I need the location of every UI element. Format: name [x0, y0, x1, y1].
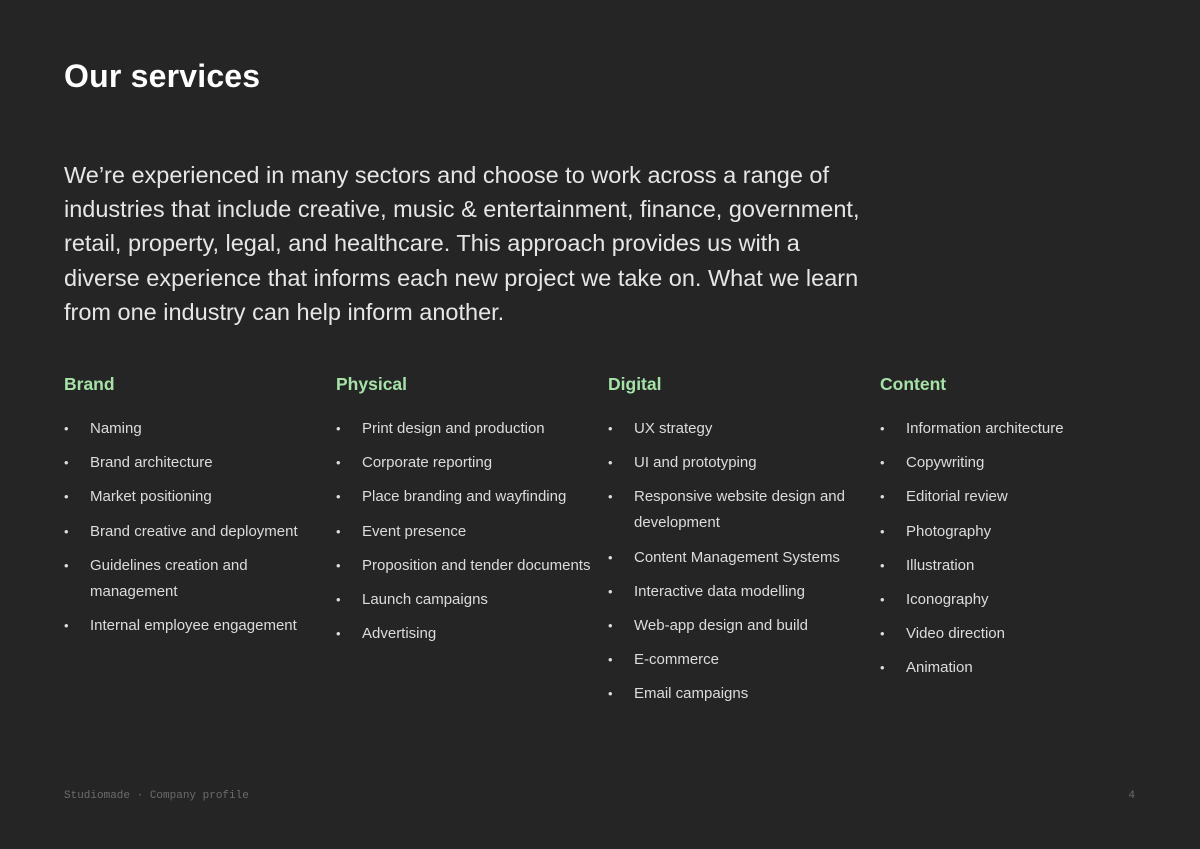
- service-item-label: Video direction: [906, 625, 1005, 643]
- service-item: [880, 621, 1142, 647]
- bullet-icon: •: [608, 455, 613, 471]
- service-item: [64, 519, 326, 545]
- services-column-brand: [64, 370, 326, 647]
- services-columns: [64, 370, 1144, 730]
- service-item: [336, 587, 598, 613]
- bullet-icon: •: [64, 523, 69, 539]
- service-item: [336, 450, 598, 476]
- bullet-icon: •: [608, 421, 613, 436]
- service-item-label: Internal employee engagement: [90, 616, 297, 634]
- service-item-label: Photography: [906, 522, 992, 540]
- bullet-icon: •: [880, 660, 885, 676]
- service-item-label: Corporate reporting: [362, 454, 493, 472]
- service-item-label: UI and prototyping: [634, 454, 757, 472]
- service-item: [64, 484, 326, 510]
- bullet-icon: •: [64, 421, 69, 436]
- services-column-physical: [336, 370, 598, 655]
- column-heading-physical: Physical: [336, 374, 408, 394]
- service-item-label: Editorial review: [906, 488, 1008, 506]
- service-item-label: Event presence: [362, 522, 467, 540]
- service-item-label: Market positioning: [90, 488, 212, 506]
- service-item: [608, 579, 870, 605]
- service-item-label: Advertising: [362, 625, 437, 643]
- service-item: [880, 655, 1142, 681]
- service-item: [64, 613, 326, 639]
- service-item-label: Animation: [906, 659, 973, 677]
- service-item-label: Interactive data modelling: [634, 582, 805, 600]
- service-item-label: Brand creative and deployment: [90, 522, 298, 540]
- service-item: [608, 681, 870, 707]
- bullet-icon: •: [336, 591, 341, 607]
- bullet-icon: •: [64, 455, 69, 471]
- service-item-label: Place branding and wayfinding: [362, 488, 567, 506]
- service-item: [608, 545, 870, 571]
- intro-paragraph: We’re experienced in many sectors and choose to work across a range of industries that include creative, music & entertainment, finance, government, retail, property, legal, and healthcare. This approach provides us with a diverse experience that informs each new project we take on. What we learn from one industry can help inform another.: [64, 162, 860, 325]
- service-item: [336, 519, 598, 545]
- service-item-label: Naming: [90, 420, 142, 437]
- bullet-icon: •: [880, 557, 885, 573]
- bullet-icon: •: [880, 421, 885, 436]
- service-item: [880, 587, 1142, 613]
- column-heading-content: Content: [880, 374, 947, 394]
- bullet-icon: •: [336, 421, 341, 436]
- service-item-label: Guidelines creation and management: [90, 556, 248, 600]
- service-item-label: Responsive website design and development: [634, 488, 845, 532]
- service-item: [64, 553, 326, 605]
- bullet-icon: •: [336, 523, 341, 539]
- service-item-label: Web-app design and build: [634, 616, 809, 634]
- bullet-icon: •: [64, 617, 69, 633]
- service-item: [880, 484, 1142, 510]
- service-item: [608, 450, 870, 476]
- bullet-icon: •: [336, 557, 341, 573]
- service-item-label: Brand architecture: [90, 454, 213, 472]
- service-item-label: Proposition and tender documents: [362, 556, 591, 574]
- service-item: [880, 450, 1142, 476]
- services-column-content: [880, 370, 1142, 690]
- service-item-label: Iconography: [906, 590, 989, 608]
- service-item: [880, 553, 1142, 579]
- bullet-icon: •: [608, 652, 613, 668]
- service-list-brand: [64, 416, 326, 639]
- service-item-label: E-commerce: [634, 651, 720, 669]
- bullet-icon: •: [608, 549, 613, 565]
- column-heading-digital: Digital: [608, 374, 662, 394]
- service-item: [608, 484, 870, 536]
- service-item: [64, 416, 326, 442]
- service-list-digital: [608, 416, 870, 707]
- service-item: [336, 553, 598, 579]
- service-item-label: UX strategy: [634, 420, 713, 437]
- bullet-icon: •: [608, 489, 613, 505]
- bullet-icon: •: [336, 489, 341, 505]
- bullet-icon: •: [880, 455, 885, 471]
- service-item: [880, 519, 1142, 545]
- bullet-icon: •: [336, 455, 341, 471]
- service-list-physical: [336, 416, 598, 647]
- bullet-icon: •: [880, 591, 885, 607]
- service-item: [608, 647, 870, 673]
- service-item: [336, 484, 598, 510]
- service-item: [336, 621, 598, 647]
- service-item-label: Content Management Systems: [634, 548, 840, 566]
- service-item-label: Email campaigns: [634, 685, 749, 703]
- bullet-icon: •: [880, 523, 885, 539]
- service-item: [608, 416, 870, 442]
- service-list-content: [880, 416, 1142, 681]
- service-item: [608, 613, 870, 639]
- service-item: [64, 450, 326, 476]
- bullet-icon: •: [336, 626, 341, 642]
- footer-page-number: 4: [1128, 790, 1135, 802]
- service-item-label: Copywriting: [906, 454, 985, 472]
- service-item-label: Illustration: [906, 556, 975, 574]
- service-item: [336, 416, 598, 442]
- page-title: Our services: [64, 58, 261, 94]
- footer-document-label: Studiomade · Company profile: [64, 790, 249, 802]
- bullet-icon: •: [608, 583, 613, 599]
- bullet-icon: •: [64, 489, 69, 505]
- bullet-icon: •: [880, 626, 885, 642]
- bullet-icon: •: [880, 489, 885, 505]
- service-item-label: Information architecture: [906, 420, 1064, 437]
- bullet-icon: •: [608, 686, 613, 702]
- column-heading-brand: Brand: [64, 374, 115, 394]
- bullet-icon: •: [64, 557, 69, 573]
- service-item: [880, 416, 1142, 442]
- service-item-label: Launch campaigns: [362, 590, 488, 608]
- bullet-icon: •: [608, 617, 613, 633]
- service-item-label: Print design and production: [362, 420, 545, 437]
- services-column-digital: [608, 370, 870, 716]
